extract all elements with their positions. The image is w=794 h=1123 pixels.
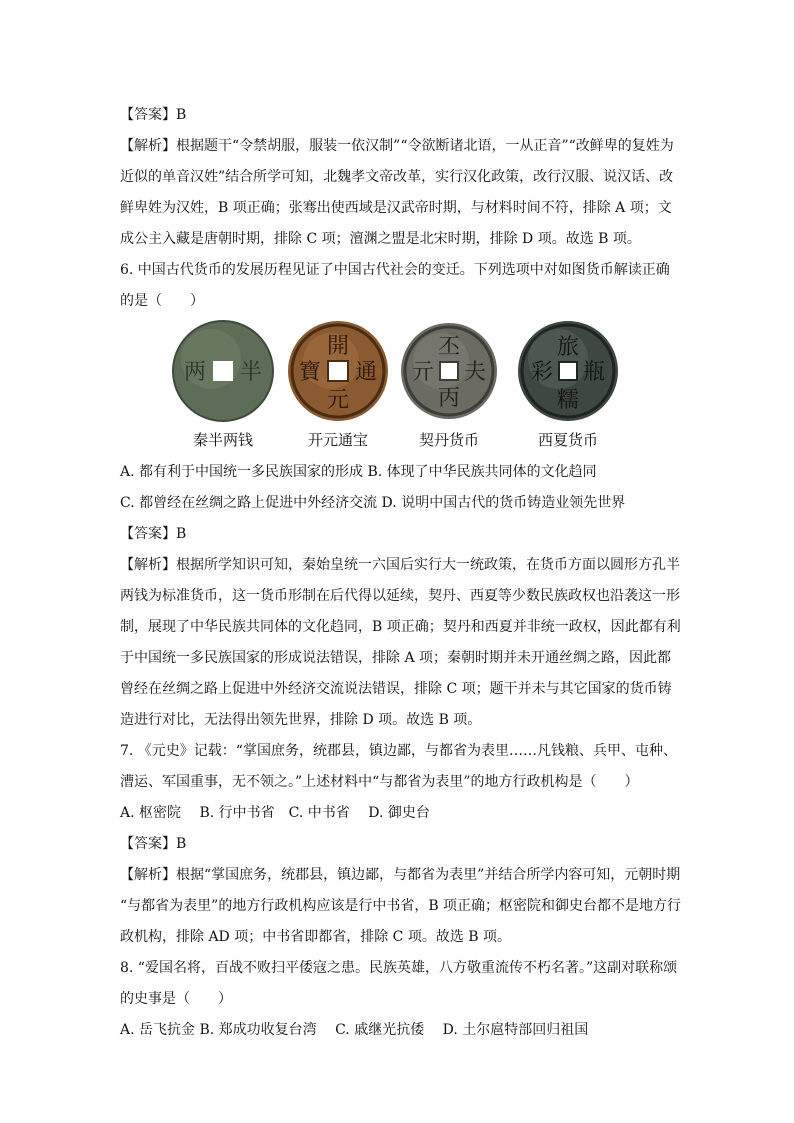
q5-analysis-line: 成公主入藏是唐朝时期，排除 C 项；澶渊之盟是北宋时期，排除 D 项。故选 B 项。 [120,231,641,247]
q5-answer: 【答案】B [120,107,187,123]
q5-analysis-line: 近似的单音汉姓”结合所学可知，北魏孝文帝改革，实行汉化政策，改行汉服、说汉话、改 [120,169,674,185]
coin-glyph: 两 [183,360,207,385]
coin-glyph: 寶 [298,360,322,385]
coin-western-xia [513,319,623,450]
q6-option-line: A. 都有利于中国统一多民族国家的形成 B. 体现了中华民族共同体的文化趋同 [120,464,597,480]
q8-options: A. 岳飞抗金 B. 郑成功收复台湾 C. 戚继光抗倭 D. 土尔扈特部回归祖国 [120,1022,589,1038]
q6-stem-line: 的是（ ） [120,293,204,309]
coin-glyph: 亓 [411,360,435,385]
q7-answer: 【答案】B [120,836,187,852]
coin-image [171,319,275,423]
q6-analysis-line: 于中国统一多民族国家的形成说法错误，排除 A 项；秦朝时期并未开通丝绸之路，因此都 [120,650,672,666]
coin-image [516,319,620,423]
coin-caption: 西夏货币 [537,431,598,449]
q7-stem-line: 7. 《元史》记载：“掌国庶务，统郡县，镇边鄙，与都省为表里……凡钱粮、兵甲、屯种、 [120,743,677,759]
coin-glyph: 旅 [556,335,580,360]
coin-glyph: 瓶 [582,360,606,385]
coin-qin-banliang [168,319,278,450]
coin-glyph: 元 [326,388,350,413]
coin-glyph: 丙 [437,386,461,411]
coin-image [286,319,390,423]
q7-analysis-line: 政机构，排除 AD 项；中书省即都省，排除 C 项。故选 B 项。 [120,929,512,945]
coin-glyph: 開 [326,334,350,359]
q6-analysis-line: 两钱为标准货币，这一货币形制在后代得以延续，契丹、西夏等少数民族政权也沿袭这一形 [120,588,680,604]
q8-stem-line: 的史事是（ ） [120,991,232,1007]
q6-answer: 【答案】B [120,526,187,542]
q5-analysis-line: 【解析】根据题干“令禁胡服，服装一依汉制”“令欲断诸北语，一从正音”“改鲜卑的复姓为 [120,138,674,154]
coin-figure [120,319,685,455]
coin-glyph: 半 [239,360,263,385]
coin-glyph: 糯 [556,388,580,413]
q8-stem-line: 8. “爱国名将，百战不败扫平倭寇之患。民族英雄，八方敬重流传不朽名著。”这副对联称颂 [120,960,678,976]
coin-glyph: 丕 [437,335,461,360]
q5-analysis-line: 鲜卑姓为汉姓，B 项正确；张骞出使西域是汉武帝时期，与材料时间不符，排除 A 项；文 [120,200,672,216]
coin-caption: 开元通宝 [307,431,368,449]
q7-analysis-line: 【解析】根据“掌国庶务，统郡县，镇边鄙，与都省为表里”并结合所学内容可知，元朝时期 [120,867,681,883]
coin-image [397,319,501,423]
document-content [120,100,685,1046]
coin-glyph: 夫 [463,360,487,385]
q7-analysis-line: “与都省为表里”的地方行政机构应该是行中书省，B 项正确；枢密院和御史台都不是地方行 [120,898,682,914]
q6-analysis-line: 造进行对比，无法得出领先世界，排除 D 项。故选 B 项。 [120,712,482,728]
coin-khitan [394,319,504,450]
q6-stem-line: 6. 中国古代货币的发展历程见证了中国古代社会的变迁。下列选项中对如图货币解读正确 [120,262,670,278]
coin-glyph: 彩 [530,360,554,385]
q6-analysis-line: 制，展现了中华民族共同体的文化趋同，B 项正确；契丹和西夏并非统一政权，因此都有利 [120,619,681,635]
q7-stem-line: 漕运、军国重事，无不领之。”上述材料中“与都省为表里”的地方行政机构是（ ） [120,774,639,790]
q7-options: A. 枢密院 B. 行中书省 C. 中书省 D. 御史台 [120,805,430,821]
q6-option-line: C. 都曾经在丝绸之路上促进中外经济交流 D. 说明中国古代的货币铸造业领先世界 [120,495,626,511]
coin-caption: 契丹货币 [418,431,479,449]
q6-analysis-line: 曾经在丝绸之路上促进中外经济交流说法错误，排除 C 项；题干并未与其它国家的货币铸 [120,681,672,697]
coin-kaiyuan-tongbao [283,319,393,450]
q6-analysis-line: 【解析】根据所学知识可知，秦始皇统一六国后实行大一统政策，在货币方面以圆形方孔半 [120,557,680,573]
coin-caption: 秦半两钱 [192,431,253,449]
coin-glyph: 通 [354,360,378,385]
